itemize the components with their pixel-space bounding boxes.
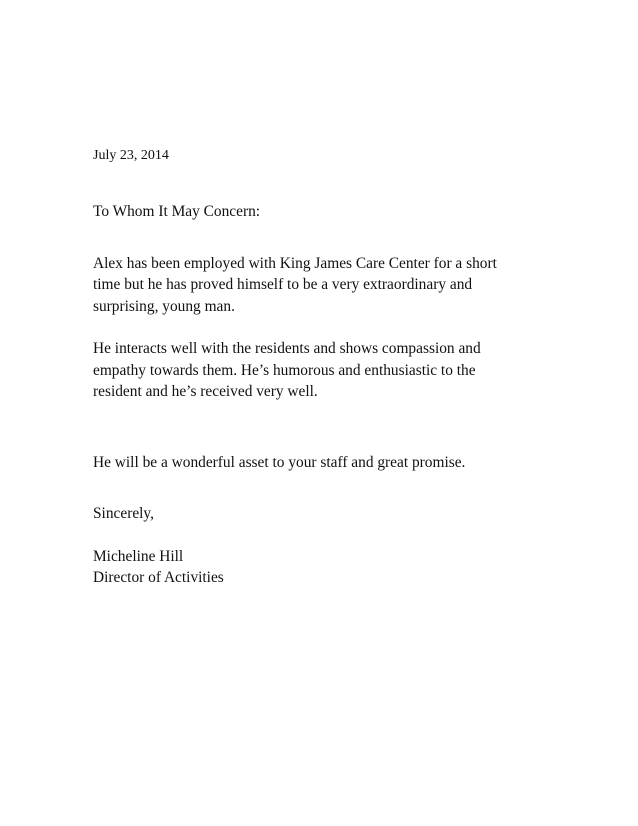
letter-body <box>93 146 553 589</box>
signer-title: Director of Activities <box>93 569 224 586</box>
paragraph-employment: Alex has been employed with King James Care Center for a short time but he has proved himself to be a very extraordinary and surprising, young man. <box>93 254 497 315</box>
signer-name: Micheline Hill <box>93 547 184 565</box>
letter-date: July 23, 2014 <box>93 148 169 163</box>
paragraph-recommendation: He will be a wonderful asset to your staff and great promise. <box>93 453 466 471</box>
closing: Sincerely, <box>93 505 154 522</box>
salutation: To Whom It May Concern: <box>93 203 261 220</box>
paragraph-interaction: He interacts well with the residents and shows compassion and empathy towards them. He’s humorous and enthusiastic to the resident and he’s received very well. <box>93 340 481 400</box>
